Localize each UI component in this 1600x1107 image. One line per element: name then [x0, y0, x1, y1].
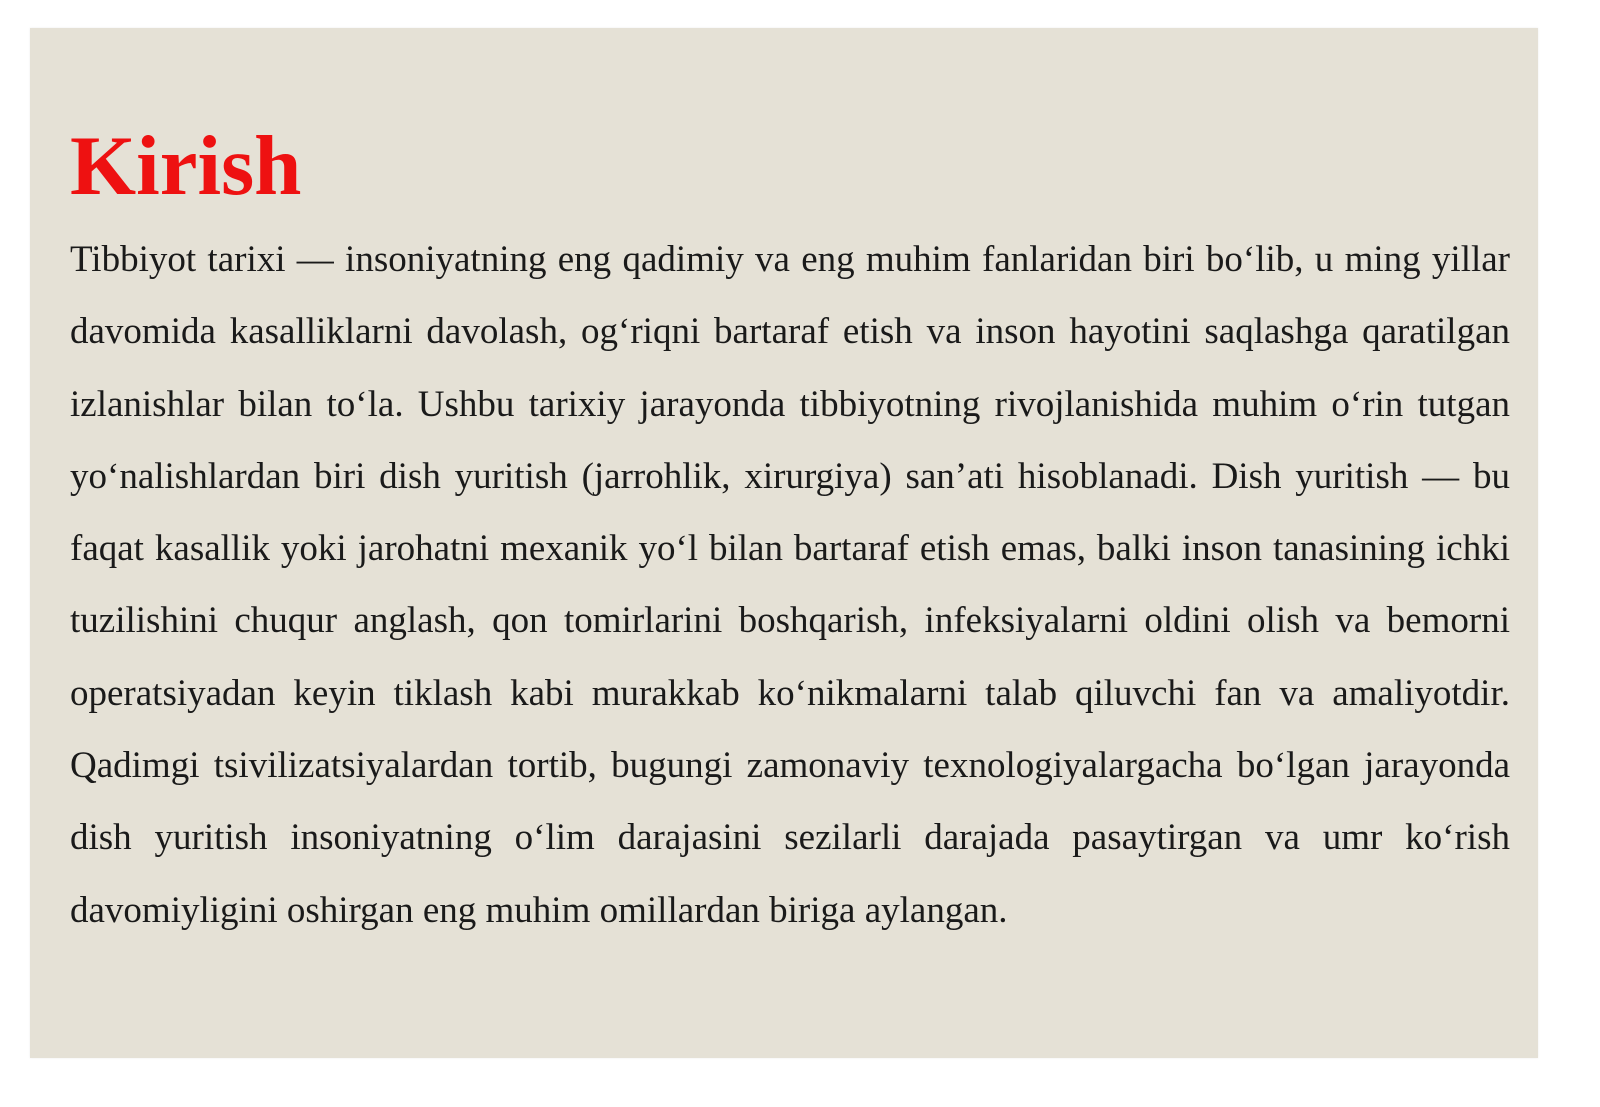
slide-paragraph: Tibbiyot tarixi — insoniyatning eng qadimiy va eng muhim fanlaridan biri bo‘lib, u ming yillar davomida kasalliklarni davolash, og‘riqni bartaraf etish va inson hayotini saqlashga qaratilgan izlanishlar bilan to‘la. Ushbu tarixiy jarayonda tibbiyotning rivojlanishida muhim o‘rin tutgan yo‘nalishlardan biri dish yuritish (jarrohlik, xirurgiya) san’ati hisoblanadi. Dish yuritish — bu faqat kasallik yoki jarohatni mexanik yo‘l bilan bartaraf etish emas, balki inson tanasining ichki tuzilishini chuqur anglash, qon tomirlarini boshqarish, infeksiyalarni oldini olish va bemorni operatsiyadan keyin tiklash kabi murakkab ko‘nikmalarni talab qiluvchi fan va amaliyotdir. Qadimgi tsivilizatsiyalardan tortib, bugungi zamonaviy texnologiyalargacha bo‘lgan jarayonda dish yuritish insoniyatning o‘lim darajasini sezilarli darajada pasaytirgan va umr ko‘rish davomiyligini oshirgan eng muhim omillardan biriga aylangan.: [70, 239, 1510, 931]
slide-title: Kirish: [70, 119, 302, 213]
slide: [30, 28, 1538, 1058]
